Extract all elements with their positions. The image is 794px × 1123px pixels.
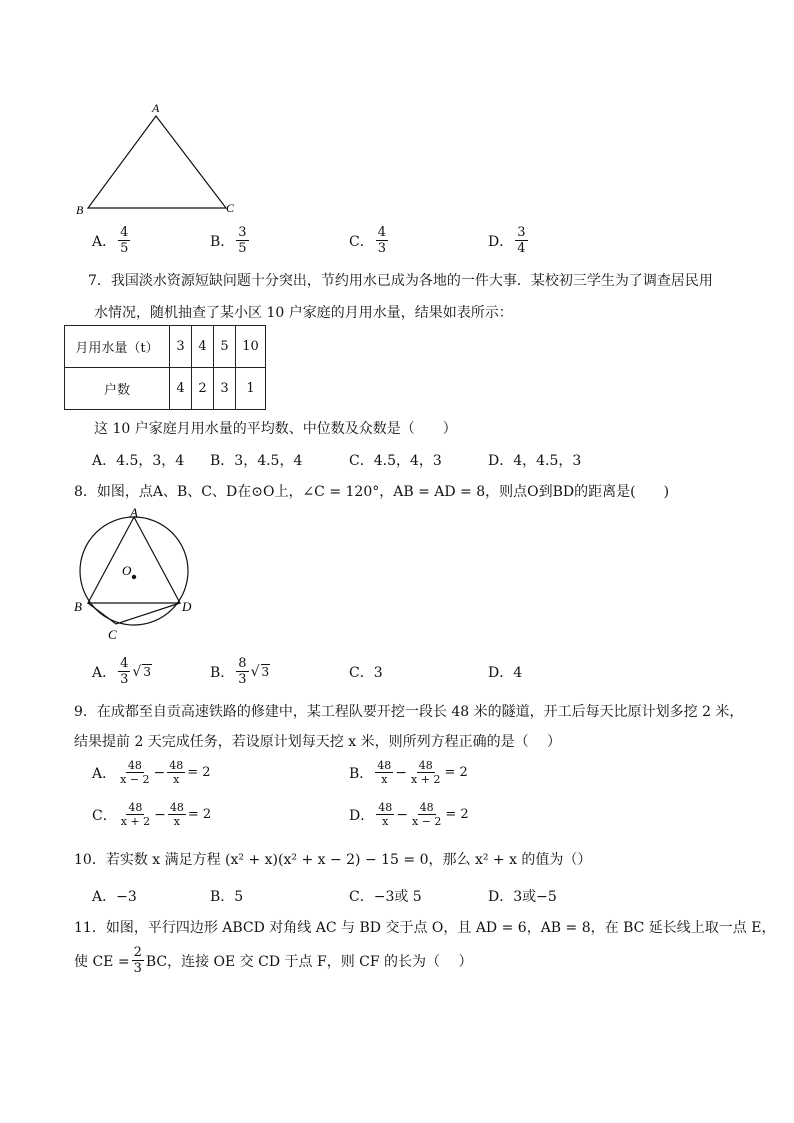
q11-stem-line2: 使 CE = $\frac{2}{3}$ BC，连接 OE 交 CD 于点 F，则 CF 的长为（ ） (74, 945, 473, 976)
table-cell: 4 (170, 368, 192, 410)
sqrt-sign: √ (250, 663, 260, 680)
fraction: $\frac{48}{x}$ (169, 801, 184, 828)
q9-option-d[interactable]: D． $\frac{48}{x}$ − $\frac{48}{x - 2}$ = 2 (349, 801, 469, 828)
q6-option-d[interactable]: D． $\frac{3}{4}$ (488, 225, 526, 256)
q10-stem: 10．若实数 x 满足方程 (x² + x)(x² + x − 2) − 15 = 0，那么 x² + x 的值为（） (74, 852, 592, 868)
table-cell: 3 (170, 326, 192, 368)
table-cell: 2 (192, 368, 214, 410)
q9-option-c[interactable]: C． $\frac{48}{x + 2}$ − $\frac{48}{x}$ = 2 (92, 801, 212, 828)
q8-stem: 8．如图，点A、B、C、D在⊙O上，∠C = 120°，AB = AD = 8，则点O到BD的距离是( ) (74, 484, 670, 500)
fraction: $\frac{48}{x}$ (169, 759, 184, 786)
table-cell: 5 (214, 326, 236, 368)
fraction: $\frac{48}{x + 2}$ (120, 801, 151, 828)
fraction: $\frac{4}{3}$ (377, 225, 386, 256)
table-row (65, 326, 266, 368)
table-header-cell: 户数 (65, 368, 170, 410)
q9-option-a[interactable]: A． $\frac{48}{x - 2}$ − $\frac{48}{x}$ = 2 (92, 759, 211, 786)
q7-option-c[interactable]: C．4.5，4，3 (349, 453, 442, 469)
table-cell: 4 (192, 326, 214, 368)
q10-option-a[interactable]: A．−3 (92, 889, 137, 905)
q7-option-b[interactable]: B．3，4.5，4 (210, 453, 303, 469)
table-cell: 10 (236, 326, 266, 368)
circle-figure (70, 505, 200, 645)
fraction: $\frac{3}{5}$ (238, 225, 247, 256)
q7-question: 这 10 户家庭月用水量的平均数、中位数及众数是（ ） (94, 421, 457, 437)
table-cell: 3 (214, 368, 236, 410)
point-label-o: O (122, 563, 132, 578)
q7-stem-line1: 7．我国淡水资源短缺问题十分突出，节约用水已成为各地的一件大事．某校初三学生为了调查居民用 (88, 273, 713, 289)
triangle-abc (88, 116, 226, 208)
q9-stem-line1: 9．在成都至自贡高速铁路的修建中，某工程队要开挖一段长 48 米的隧道，开工后每天比原计划多挖 2 米， (74, 704, 744, 720)
vertex-label-a: A (152, 101, 160, 115)
fraction: $\frac{48}{x}$ (378, 801, 393, 828)
q6-option-b[interactable]: B． $\frac{3}{5}$ (210, 225, 247, 256)
fraction: $\frac{48}{x - 2}$ (120, 759, 150, 786)
q10-option-c[interactable]: C．−3或 5 (349, 889, 422, 905)
fraction: $\frac{48}{x + 2}$ (411, 759, 441, 786)
point-label-c: C (108, 627, 117, 642)
fraction: $\frac{48}{x - 2}$ (411, 801, 442, 828)
vertex-label-c: C (226, 201, 235, 215)
point-label-b: B (74, 599, 82, 614)
fraction: $\frac{4}{3}$ (120, 656, 129, 687)
q7-option-a[interactable]: A．4.5，3，4 (92, 453, 185, 469)
q6-option-a[interactable]: A． $\frac{4}{5}$ (92, 225, 129, 256)
fraction: $\frac{2}{3}$ (133, 945, 142, 976)
center-dot (132, 575, 136, 579)
q11-stem-line1: 11．如图，平行四边形 ABCD 对角线 AC 与 BD 交于点 O，且 AD = 6，AB = 8，在 BC 延长线上取一点 E， (74, 920, 776, 936)
vertex-label-b: B (76, 203, 84, 217)
q10-option-b[interactable]: B．5 (210, 889, 244, 905)
point-label-d: D (182, 599, 192, 614)
q10-option-d[interactable]: D．3或−5 (488, 889, 557, 905)
fraction: $\frac{3}{4}$ (517, 225, 526, 256)
table-row (65, 368, 266, 410)
q7-option-d[interactable]: D．4，4.5，3 (488, 453, 582, 469)
triangle-figure (72, 100, 242, 220)
q7-stem-line2: 水情况，随机抽查了某小区 10 户家庭的月用水量，结果如表所示： (94, 305, 513, 321)
q8-option-d[interactable]: D．4 (488, 665, 523, 681)
q8-option-c[interactable]: C．3 (349, 665, 383, 681)
sqrt-sign: √ (132, 663, 142, 680)
q6-option-c[interactable]: C． $\frac{4}{3}$ (349, 225, 386, 256)
fraction: $\frac{48}{x}$ (377, 759, 392, 786)
triangle-abd (88, 517, 180, 603)
q8-option-a[interactable]: A． $\frac{4}{3}$ √ 3 (92, 656, 151, 687)
table-cell: 1 (236, 368, 266, 410)
fraction: $\frac{8}{3}$ (238, 656, 247, 687)
table-header-cell: 月用水量（t） (65, 326, 170, 368)
point-label-a: A (130, 505, 138, 520)
fraction: $\frac{4}{5}$ (120, 225, 129, 256)
water-usage-table (64, 325, 266, 410)
q9-option-b[interactable]: B． $\frac{48}{x}$ − $\frac{48}{x + 2}$ = 2 (349, 759, 468, 786)
segment-bcd (88, 603, 180, 624)
q8-option-b[interactable]: B． $\frac{8}{3}$ √ 3 (210, 656, 270, 687)
q9-stem-line2: 结果提前 2 天完成任务，若设原计划每天挖 x 米，则所列方程正确的是（ ） (74, 734, 562, 750)
